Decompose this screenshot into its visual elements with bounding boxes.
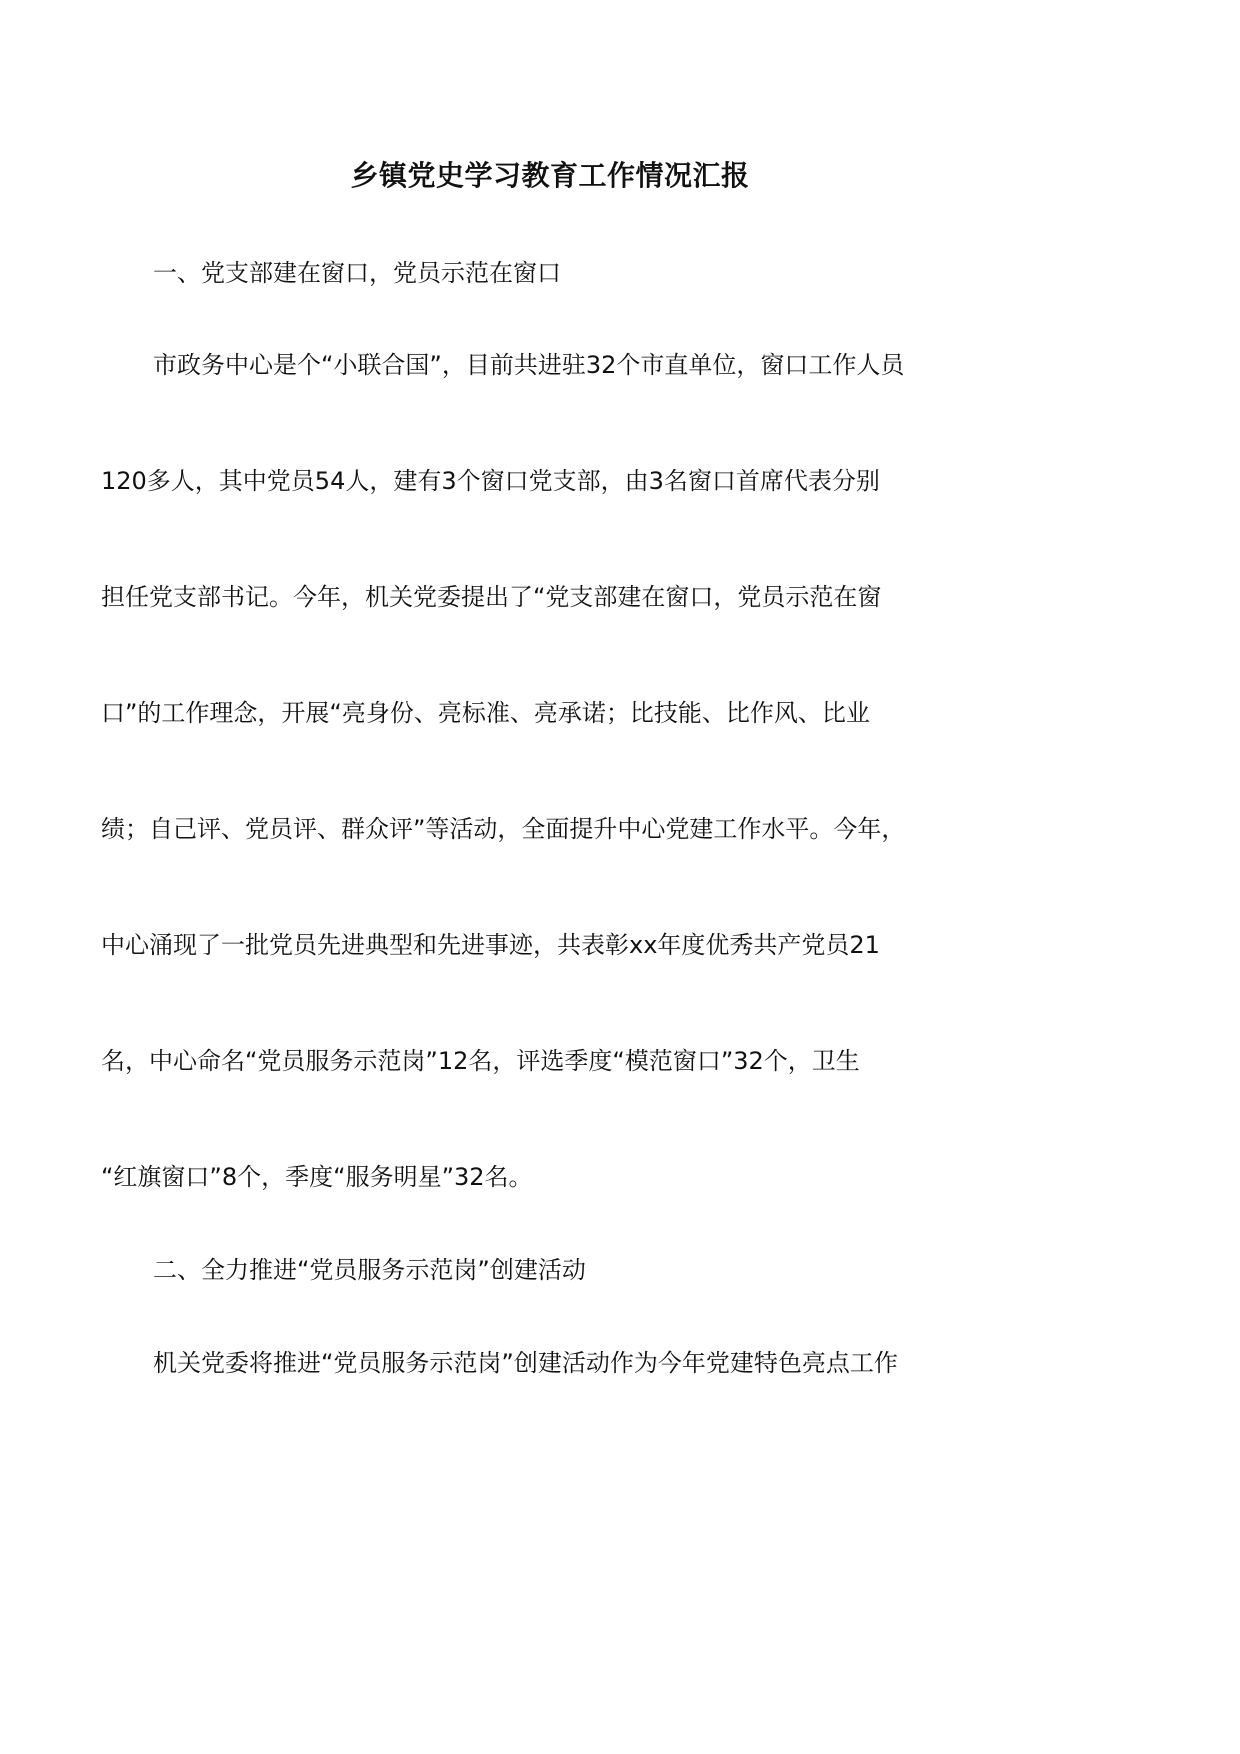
- paragraph-line: 绩；自己评、党员评、群众评”等活动，全面提升中心党建工作水平。今年，: [101, 815, 906, 843]
- document-title: 乡镇党史学习教育工作情况汇报: [350, 159, 750, 192]
- paragraph-line: “红旗窗口”8个，季度“服务明星”32名。: [101, 1163, 533, 1191]
- paragraph-line: 名，中心命名“党员服务示范岗”12名，评选季度“模范窗口”32个，卫生: [101, 1047, 860, 1075]
- paragraph-line: 中心涌现了一批党员先进典型和先进事迹，共表彰xx年度优秀共产党员21: [101, 931, 880, 959]
- section-heading-1: 一、党支部建在窗口，党员示范在窗口: [153, 259, 561, 287]
- paragraph-line: 担任党支部书记。今年，机关党委提出了“党支部建在窗口，党员示范在窗: [101, 583, 882, 611]
- paragraph-line: 120多人，其中党员54人，建有3个窗口党支部，由3名窗口首席代表分别: [101, 467, 880, 495]
- paragraph-line: 口”的工作理念，开展“亮身份、亮标准、亮承诺；比技能、比作风、比业: [101, 699, 870, 727]
- paragraph-line: 机关党委将推进“党员服务示范岗”创建活动作为今年党建特色亮点工作: [153, 1349, 898, 1377]
- section-heading-2: 二、全力推进“党员服务示范岗”创建活动: [153, 1256, 586, 1284]
- paragraph-line: 市政务中心是个“小联合国”，目前共进驻32个市直单位，窗口工作人员: [153, 351, 905, 379]
